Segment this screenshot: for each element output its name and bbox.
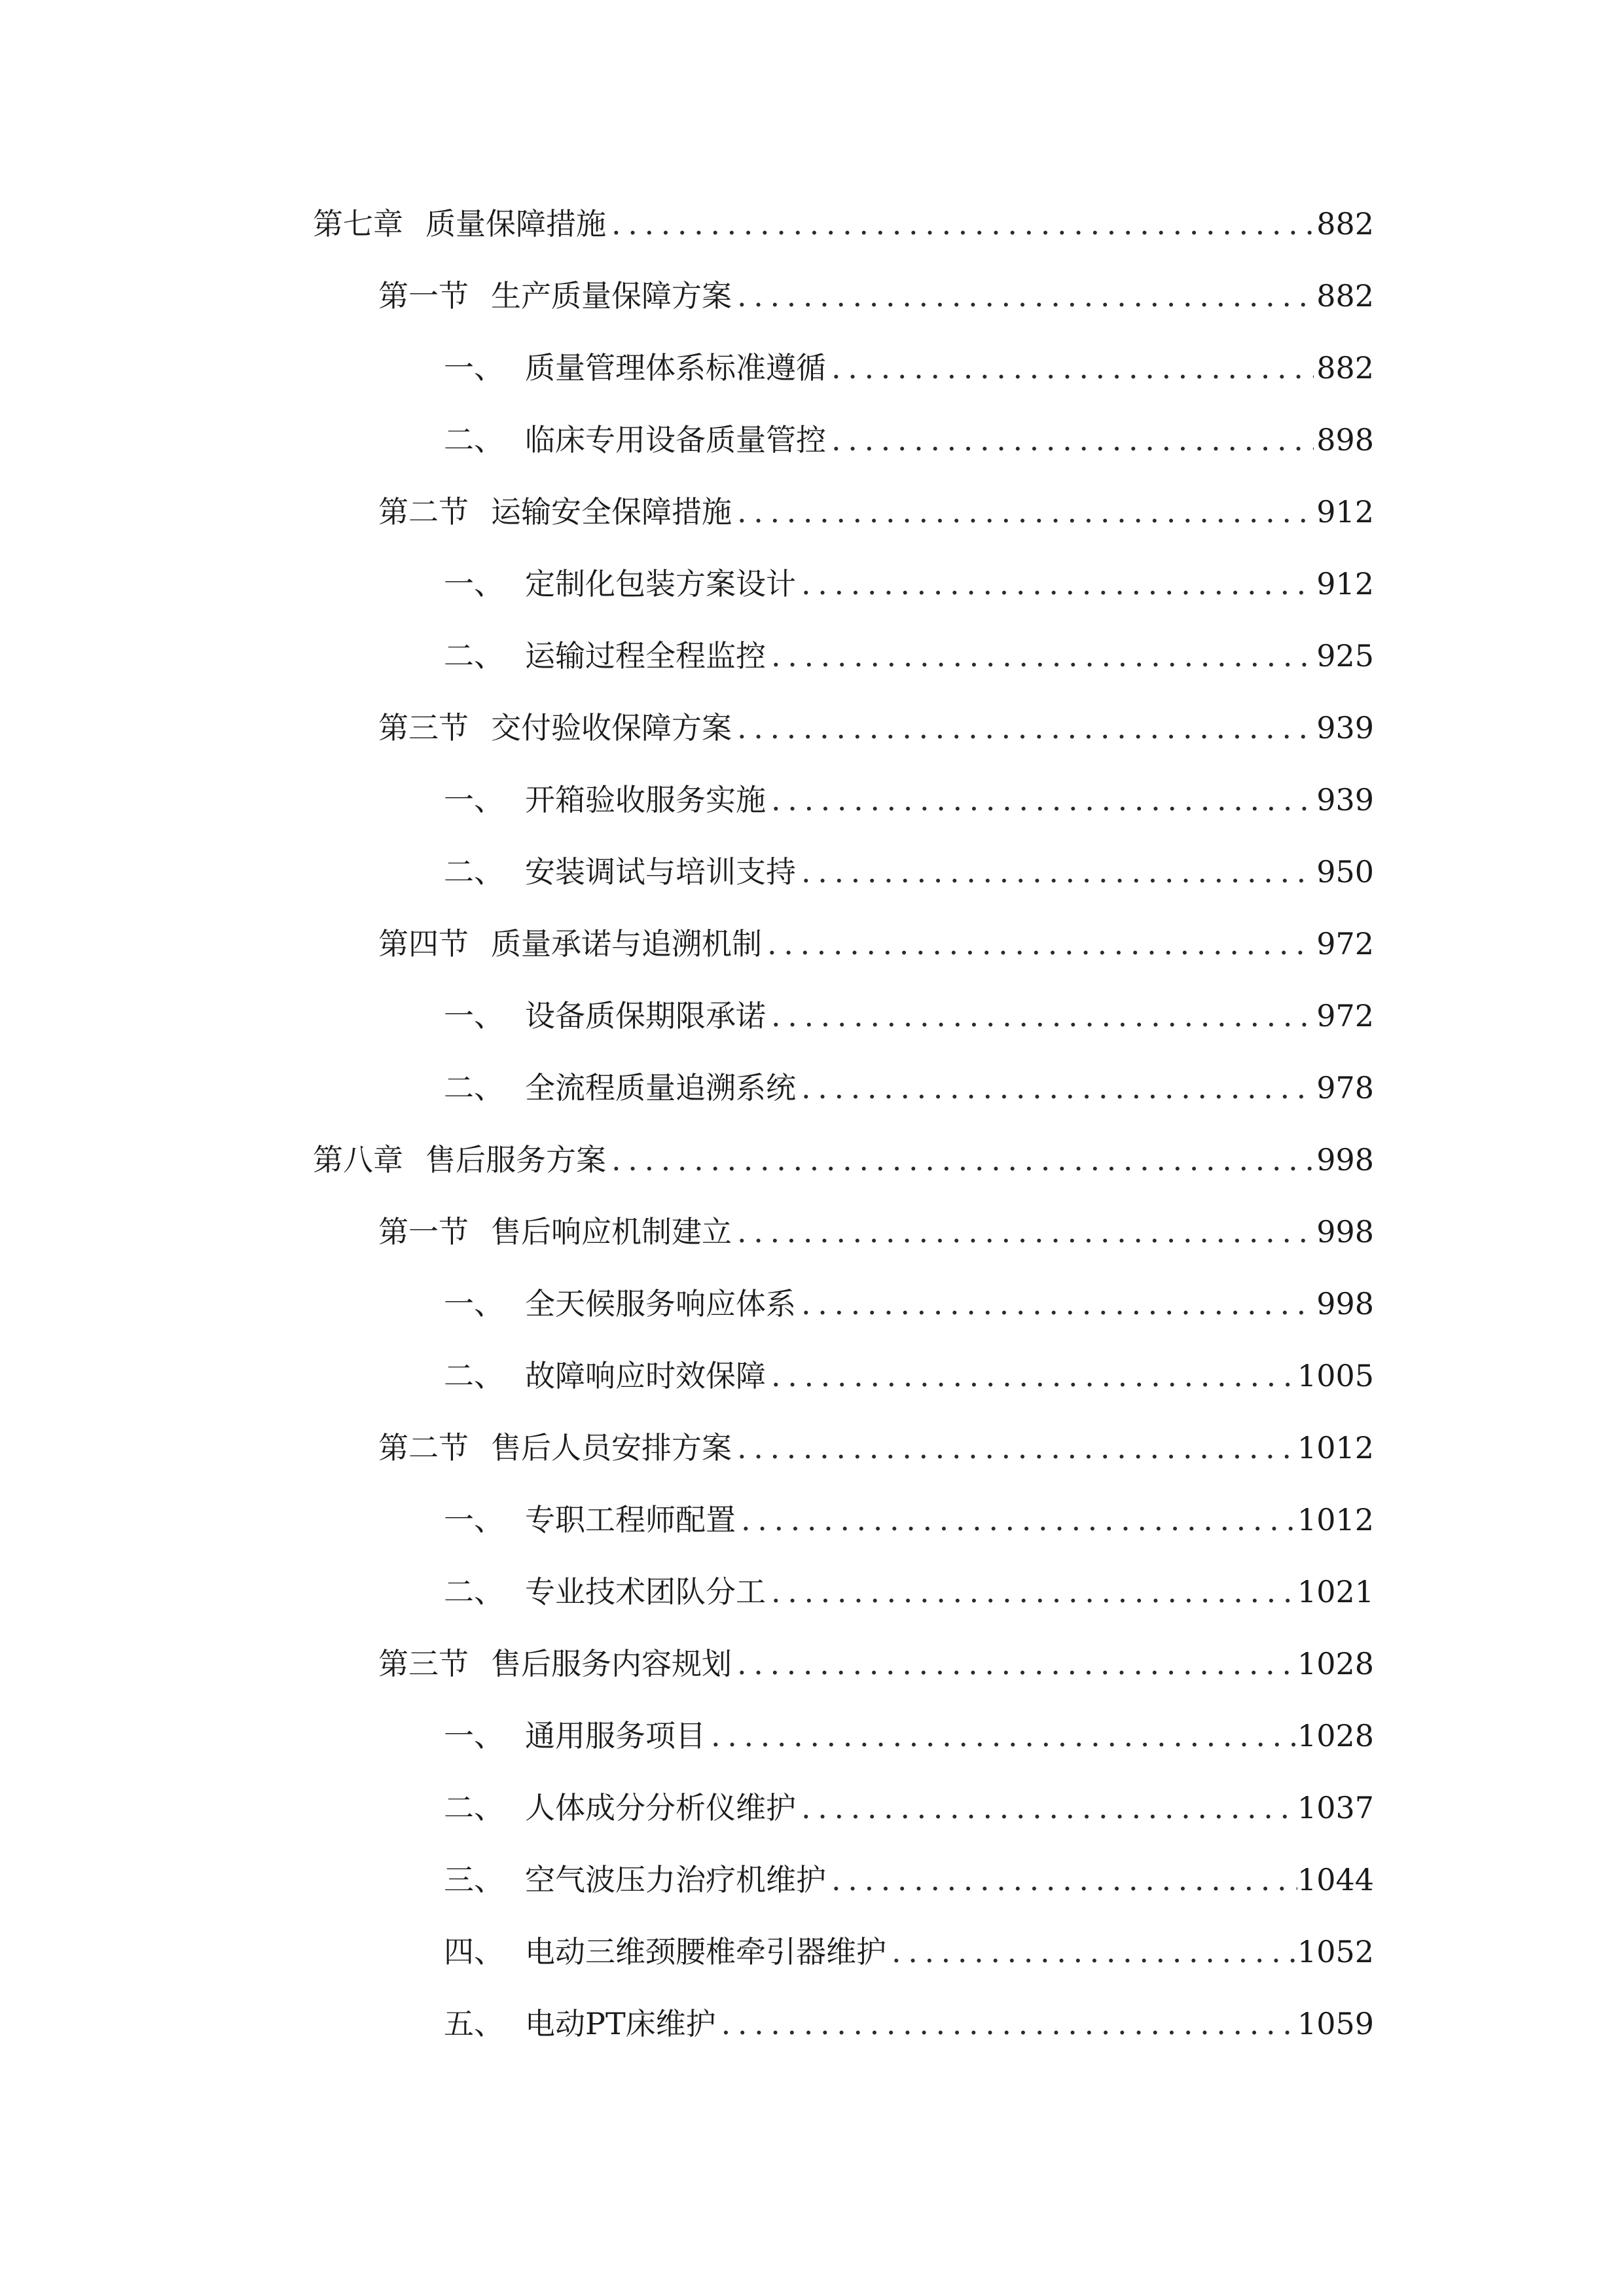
- toc-title: 质量管理体系标准遵循: [525, 350, 826, 386]
- toc-title: 全天候服务响应体系: [525, 1286, 796, 1321]
- toc-entry-subsection[interactable]: [444, 1774, 1374, 1826]
- toc-title: 专职工程师配置: [525, 1502, 736, 1537]
- toc-title: 质量承诺与追溯机制: [491, 926, 762, 961]
- toc-marker: 第三节: [378, 710, 469, 745]
- toc-title: 空气波压力治疗机维护: [525, 1862, 826, 1897]
- toc-marker: 一、: [444, 350, 504, 386]
- toc-page-number: 1059: [1297, 2006, 1374, 2041]
- toc-title: 安装调试与培训支持: [525, 854, 796, 889]
- toc-leader-dots: [801, 1285, 1314, 1322]
- toc-entry-section[interactable]: [378, 1414, 1374, 1466]
- toc-leader-dots: [801, 853, 1314, 890]
- toc-page-number: 939: [1316, 782, 1374, 817]
- toc-title: 运输过程全程监控: [525, 638, 766, 673]
- toc-marker: 第七章: [313, 206, 403, 242]
- toc-title: 电动PT床维护: [525, 2006, 716, 2041]
- toc-leader-dots: [737, 493, 1314, 530]
- toc-entry-subsection[interactable]: [444, 1990, 1374, 2042]
- toc-title: 专业技术团队分工: [525, 1574, 766, 1609]
- toc-page-number: 882: [1316, 278, 1374, 314]
- toc-leader-dots: [611, 1141, 1314, 1178]
- toc-page-number: 1012: [1297, 1502, 1374, 1537]
- toc-entry-subsection[interactable]: [444, 1702, 1374, 1754]
- toc-leader-dots: [611, 206, 1314, 242]
- toc-marker: 第一节: [378, 278, 469, 314]
- toc-marker: 第八章: [313, 1142, 403, 1177]
- toc-page-number: 1028: [1297, 1718, 1374, 1753]
- toc-marker: 第一节: [378, 1214, 469, 1249]
- toc-entry-section[interactable]: [378, 910, 1374, 962]
- toc-page-number: 972: [1316, 998, 1374, 1033]
- toc-leader-dots: [737, 1429, 1297, 1466]
- toc-marker: 二、: [444, 1790, 504, 1825]
- toc-entry-subsection[interactable]: [444, 406, 1374, 458]
- toc-entry-subsection[interactable]: [444, 982, 1374, 1034]
- toc-title: 电动三维颈腰椎牵引器维护: [525, 1934, 886, 1969]
- toc-marker: 五、: [444, 2006, 504, 2041]
- toc-marker: 二、: [444, 1574, 504, 1609]
- toc-page-number: 972: [1316, 926, 1374, 961]
- toc-entry-subsection[interactable]: [444, 1486, 1374, 1538]
- toc-entry-subsection[interactable]: [444, 1342, 1374, 1394]
- toc-title: 售后服务内容规划: [491, 1646, 732, 1681]
- toc-entry-section[interactable]: [378, 694, 1374, 746]
- toc-marker: 一、: [444, 998, 504, 1033]
- toc-leader-dots: [801, 565, 1314, 602]
- toc-title: 全流程质量追溯系统: [525, 1070, 796, 1105]
- toc-title: 人体成分分析仪维护: [525, 1790, 796, 1825]
- toc-leader-dots: [831, 422, 1314, 458]
- toc-marker: 三、: [444, 1862, 504, 1897]
- toc-entry-subsection[interactable]: [444, 1054, 1374, 1106]
- toc-entry-section[interactable]: [378, 1198, 1374, 1250]
- toc-marker: 一、: [444, 1286, 504, 1321]
- toc-entry-subsection[interactable]: [444, 1918, 1374, 1970]
- toc-entry-subsection[interactable]: [444, 1846, 1374, 1898]
- toc-entry-section[interactable]: [378, 1630, 1374, 1682]
- toc-page-number: 882: [1316, 350, 1374, 386]
- toc-marker: 二、: [444, 638, 504, 673]
- toc-marker: 二、: [444, 1358, 504, 1393]
- toc-page-number: 912: [1316, 494, 1374, 529]
- toc-marker: 一、: [444, 1718, 504, 1753]
- toc-entry-chapter-7[interactable]: [313, 190, 1374, 242]
- toc-page-number: 1037: [1297, 1790, 1374, 1825]
- toc-entry-subsection[interactable]: [444, 766, 1374, 818]
- toc-leader-dots: [741, 1501, 1297, 1538]
- toc-marker: 二、: [444, 1070, 504, 1105]
- toc-leader-dots: [711, 1717, 1297, 1754]
- toc-leader-dots: [721, 2005, 1297, 2042]
- toc-marker: 第二节: [378, 1430, 469, 1465]
- toc-title: 售后响应机制建立: [491, 1214, 732, 1249]
- toc-title: 通用服务项目: [525, 1718, 706, 1753]
- toc-page-number: 1005: [1297, 1358, 1374, 1393]
- toc-title: 开箱验收服务实施: [525, 782, 766, 817]
- toc-page-number: 978: [1316, 1070, 1374, 1105]
- toc-title: 设备质保期限承诺: [525, 998, 766, 1033]
- toc-entry-subsection[interactable]: [444, 334, 1374, 386]
- toc-title: 质量保障措施: [425, 206, 606, 242]
- toc-marker: 一、: [444, 1502, 504, 1537]
- toc-page-number: 939: [1316, 710, 1374, 745]
- toc-title: 定制化包装方案设计: [525, 566, 796, 601]
- toc-entry-subsection[interactable]: [444, 622, 1374, 674]
- toc-leader-dots: [737, 1213, 1314, 1250]
- toc-title: 售后人员安排方案: [491, 1430, 732, 1465]
- toc-leader-dots: [831, 1861, 1297, 1898]
- toc-title: 售后服务方案: [425, 1142, 606, 1177]
- toc-page-number: 1021: [1297, 1574, 1374, 1609]
- toc-title: 生产质量保障方案: [491, 278, 732, 314]
- toc-page-number: 1044: [1297, 1862, 1374, 1897]
- toc-leader-dots: [737, 278, 1314, 314]
- toc-marker: 第二节: [378, 494, 469, 529]
- toc-page-number: 950: [1316, 854, 1374, 889]
- toc-leader-dots: [737, 1645, 1297, 1682]
- toc-entry-chapter-8[interactable]: [313, 1126, 1374, 1178]
- toc-page-number: 998: [1316, 1142, 1374, 1177]
- toc-page-number: 998: [1316, 1286, 1374, 1321]
- toc-marker: 一、: [444, 566, 504, 601]
- toc-leader-dots: [771, 637, 1314, 674]
- toc-title: 交付验收保障方案: [491, 710, 732, 745]
- toc-marker: 第三节: [378, 1646, 469, 1681]
- toc-marker: 第四节: [378, 926, 469, 961]
- toc-entry-subsection[interactable]: [444, 1270, 1374, 1322]
- toc-marker: 二、: [444, 854, 504, 889]
- toc-marker: 二、: [444, 422, 504, 457]
- toc-leader-dots: [771, 997, 1314, 1034]
- toc-title: 故障响应时效保障: [525, 1358, 766, 1393]
- toc-entry-subsection[interactable]: [444, 550, 1374, 602]
- toc-leader-dots: [892, 1933, 1297, 1970]
- toc-leader-dots: [831, 350, 1314, 386]
- toc-leader-dots: [771, 1573, 1297, 1610]
- toc-leader-dots: [801, 1069, 1314, 1106]
- toc-leader-dots: [801, 1789, 1297, 1826]
- toc-leader-dots: [771, 781, 1314, 818]
- toc-marker: 四、: [444, 1934, 504, 1969]
- toc-leader-dots: [767, 925, 1314, 962]
- toc-title: 运输安全保障措施: [491, 494, 732, 529]
- toc-page-number: 912: [1316, 566, 1374, 601]
- toc-page-number: 1052: [1297, 1934, 1374, 1969]
- toc-page-number: 925: [1316, 638, 1374, 673]
- toc-entry-section[interactable]: [378, 478, 1374, 530]
- toc-marker: 一、: [444, 782, 504, 817]
- toc-title: 临床专用设备质量管控: [525, 422, 826, 457]
- toc-page-number: 998: [1316, 1214, 1374, 1249]
- toc-leader-dots: [737, 709, 1314, 746]
- toc-page-number: 882: [1316, 206, 1374, 242]
- toc-entry-subsection[interactable]: [444, 838, 1374, 890]
- toc-page-number: 1028: [1297, 1646, 1374, 1681]
- toc-page-number: 898: [1316, 422, 1374, 457]
- toc-entry-section[interactable]: [378, 262, 1374, 314]
- toc-entry-subsection[interactable]: [444, 1558, 1374, 1610]
- toc-page-number: 1012: [1297, 1430, 1374, 1465]
- toc-leader-dots: [771, 1357, 1297, 1394]
